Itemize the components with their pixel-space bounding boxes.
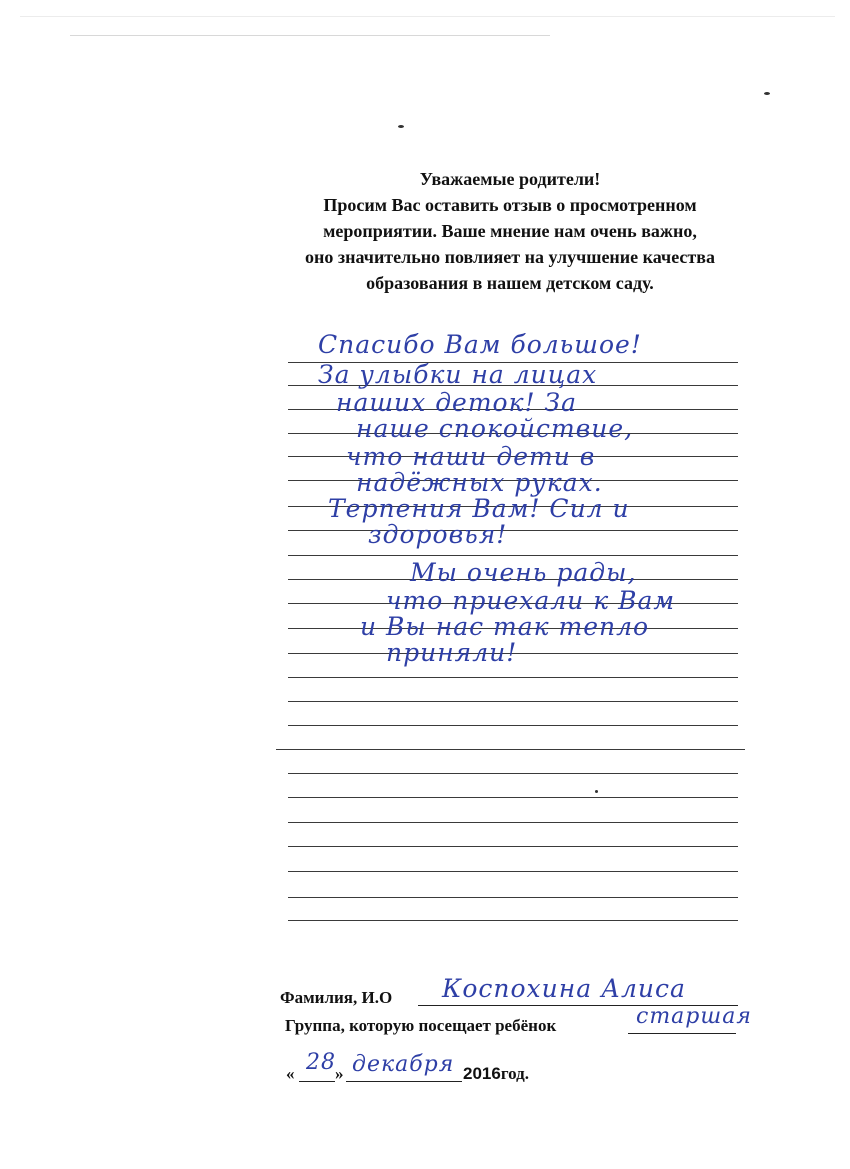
- writing-rule-line: [288, 555, 738, 556]
- handwritten-feedback-line: За улыбки на лицах: [318, 360, 598, 389]
- heading-line: оно значительно повлияет на улучшение качества: [305, 247, 715, 267]
- handwritten-feedback-line: что приехали к Вам: [386, 586, 676, 615]
- group-handwritten-value[interactable]: старшая: [636, 1004, 752, 1029]
- handwritten-feedback-line: здоровья!: [368, 520, 508, 549]
- handwritten-feedback-line: что наши дети в: [346, 442, 596, 471]
- handwritten-feedback-line: наше спокойствие,: [356, 414, 634, 443]
- heading-greeting: Уважаемые родители!: [419, 169, 601, 189]
- writing-rule-line: [288, 701, 738, 702]
- date-day-underline: [299, 1081, 335, 1082]
- handwritten-feedback-line: и Вы нас так тепло: [360, 612, 650, 641]
- writing-rule-line: [288, 846, 738, 847]
- heading-line: мероприятии. Ваше мнение нам очень важно,: [323, 221, 697, 241]
- surname-handwritten-value[interactable]: Коспохина Алиса: [442, 974, 686, 1003]
- heading-line: образования в нашем детском саду.: [366, 273, 654, 293]
- group-underline: [628, 1033, 736, 1034]
- handwritten-feedback-line: Спасибо Вам большое!: [318, 330, 642, 359]
- writing-rule-line: [288, 822, 738, 823]
- surname-label: Фамилия, И.О: [280, 988, 393, 1007]
- group-label: Группа, которую посещает ребёнок: [285, 1016, 557, 1035]
- writing-rule-line: [276, 749, 745, 750]
- writing-rule-line: [288, 797, 738, 798]
- writing-rule-line: [288, 920, 738, 921]
- writing-rule-line: [288, 530, 738, 531]
- date-open-quote: «: [286, 1064, 295, 1083]
- date-day-handwritten[interactable]: 28: [306, 1050, 336, 1075]
- handwritten-feedback-line: наших деток! За: [336, 388, 578, 417]
- writing-rule-line: [288, 871, 738, 872]
- handwritten-feedback-line: Мы очень рады,: [410, 558, 637, 587]
- writing-rule-line: [288, 773, 738, 774]
- date-year: 2016: [463, 1064, 501, 1083]
- writing-rule-line: [288, 725, 738, 726]
- date-close-quote: »: [335, 1064, 344, 1083]
- writing-rule-line: [288, 897, 738, 898]
- date-year-suffix: год.: [500, 1064, 529, 1083]
- writing-rule-line: [288, 677, 738, 678]
- date-month-handwritten[interactable]: декабря: [352, 1052, 455, 1077]
- handwritten-feedback-line: надёжных руках.: [356, 468, 603, 497]
- handwritten-feedback-line: Терпения Вам! Сил и: [328, 494, 630, 523]
- date-year-label: [463, 1064, 529, 1084]
- heading-line: Просим Вас оставить отзыв о просмотренном: [323, 195, 697, 215]
- handwritten-feedback-line: приняли!: [386, 638, 518, 667]
- date-month-underline: [346, 1081, 462, 1082]
